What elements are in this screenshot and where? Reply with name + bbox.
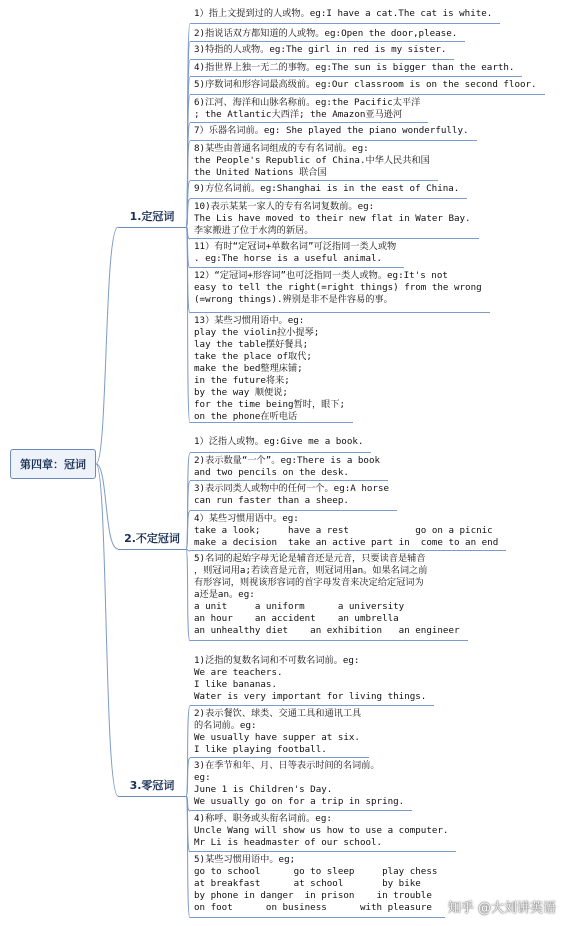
item-text-line: for the time being暂时，眼下;: [194, 399, 346, 410]
item-text-line: in the future将来;: [194, 375, 290, 386]
item-text-line: (=wrong things).辨别是非不是件容易的事。: [194, 294, 393, 305]
branch-label: 1.定冠词: [129, 210, 175, 223]
item-text-line: go to school go to sleep play chess: [194, 866, 438, 877]
branch-2-item-4[interactable]: [190, 511, 506, 551]
item-text-line: ，则冠词用a;若读音是元音，则冠词用an。如果名词之前: [194, 565, 428, 576]
item-text-line: 6)江河、海洋和山脉名称前。eg:the Pacific太平洋: [194, 97, 421, 108]
item-text-line: can run faster than a sheep.: [194, 495, 349, 506]
item-text-line: 13）某些习惯用语中。eg:: [194, 315, 305, 326]
item-text-line: We are teachers.: [194, 667, 283, 678]
item-text-line: 的名词前。eg:: [194, 720, 257, 731]
item-text-line: 5)名词的起始字母无论是辅音还是元音，只要读音是辅音: [194, 553, 426, 564]
item-text-line: by the way 顺便说;: [194, 387, 288, 398]
item-text-line: 8)某些由普通名词组成的专有名词前。eg:: [194, 143, 369, 154]
branch-2-item-3[interactable]: [190, 481, 397, 511]
branch-1-item-12[interactable]: [190, 268, 490, 313]
item-text-line: 1)泛指的复数名词和不可数名词前。eg:: [194, 655, 360, 666]
item-text-line: 2)表示数量“一个”。eg:There is a book: [194, 455, 381, 466]
item-text-line: the United Nations 联合国: [194, 167, 327, 178]
item-text-line: the People's Republic of China.中华人民共和国: [194, 155, 430, 166]
branch-3-item-3[interactable]: [190, 758, 412, 811]
item-text-line: We usually have supper at six.: [194, 732, 360, 743]
item-text-line: 5)序数词和形容词最高级前。eg:Our classroom is on the second floor.: [194, 79, 537, 90]
branch-2-item-5[interactable]: [190, 551, 468, 641]
item-text-line: on the phone在听电话: [194, 411, 298, 422]
branch-1-item-7[interactable]: [190, 123, 477, 141]
item-text-line: I like bananas.: [194, 679, 277, 690]
branch-1-item-3[interactable]: [190, 42, 454, 60]
branch-3-item-5[interactable]: [190, 852, 445, 918]
branch-1-item-8[interactable]: [190, 141, 438, 181]
item-text-line: 李家搬进了位于水湾的新居。: [194, 225, 314, 236]
branch-3-item-2[interactable]: [190, 706, 369, 758]
branch-1-item-6[interactable]: [190, 95, 428, 123]
item-text-line: 2)表示餐饮、球类、交通工具和通讯工具: [194, 708, 362, 719]
item-text-line: at breakfast at school by bike: [194, 878, 421, 889]
item-text-line: eg:: [194, 772, 211, 783]
item-text-line: Water is very important for living things.: [194, 691, 427, 702]
item-text-line: I like playing football.: [194, 744, 327, 755]
item-text-line: 3)特指的人或物。eg:The girl in red is my sister.: [194, 44, 447, 55]
item-text-line: lay the table摆好餐具;: [194, 339, 309, 350]
item-text-line: by phone in danger in prison in trouble: [194, 890, 432, 901]
item-text-line: easy to tell the right(=right things) from the wrong: [194, 282, 482, 293]
item-text-line: make a decision take an active part in come to an end: [194, 537, 499, 548]
branch-1[interactable]: [118, 205, 186, 228]
item-text-line: take a look; have a rest go on a picnic: [194, 525, 493, 536]
branch-1-item-9[interactable]: [190, 181, 467, 199]
root-topic[interactable]: [10, 449, 96, 479]
branch-1-item-2[interactable]: [190, 26, 465, 42]
item-text-line: 2)指说话双方都知道的人或物。eg:Open the door,please.: [194, 28, 458, 39]
branch-2[interactable]: [118, 527, 186, 550]
branch-3[interactable]: [118, 774, 186, 797]
item-text-line: 11）有时“定冠词+单数名词”可泛指同一类人或物: [194, 241, 397, 252]
item-text-line: a还是an。eg:: [194, 589, 255, 600]
item-text-line: an hour an accident an umbrella: [194, 613, 399, 624]
item-text-line: a unit a uniform a university: [194, 601, 405, 612]
branch-2-item-2[interactable]: [190, 453, 388, 481]
branch-label: 2.不定冠词: [124, 532, 180, 545]
item-text-line: 10)表示某某一家人的专有名词复数前。eg:: [194, 201, 375, 212]
root-topic-label: 第四章：冠词: [20, 458, 86, 471]
item-text-line: 9)方位名词前。eg:Shanghai is in the east of China.: [194, 183, 460, 194]
watermark: 知乎 @大刘讲英语: [447, 901, 556, 916]
item-text-line: 7）乐器名词前。eg: She played the piano wonderfully.: [194, 125, 469, 136]
item-text-line: ; the Atlantic大西洋; the Amazon亚马逊河: [194, 109, 403, 120]
branch-1-item-13[interactable]: [190, 313, 353, 423]
item-text-line: 3)在季节和年、月、日等表示时间的名词前。: [194, 760, 380, 771]
item-text-line: We usually go on for a trip in spring.: [194, 796, 405, 807]
item-text-line: play the violin拉小提琴;: [194, 327, 320, 338]
item-text-line: 4)称呼、职务或头衔名词前。eg:: [194, 813, 332, 824]
item-text-line: 4）某些习惯用语中。eg:: [194, 513, 299, 524]
item-text-line: 3)表示同类人或物中的任何一个。eg:A horse: [194, 483, 390, 494]
item-text-line: Mr Li is headmaster of our school.: [194, 837, 383, 848]
branch-1-item-5[interactable]: [190, 77, 545, 95]
branch-1-item-1[interactable]: [190, 6, 500, 24]
branch-3-item-4[interactable]: [190, 811, 456, 852]
branch-1-item-10[interactable]: [190, 199, 479, 239]
item-text-line: 4)指世界上独一无二的事物。eg:The sun is bigger than the earth.: [194, 62, 515, 73]
branch-3-item-1[interactable]: [190, 653, 434, 706]
item-text-line: 有形容词，则视该形容词的首字母发音来决定给定冠词为: [194, 577, 424, 588]
item-text-line: 5)某些习惯用语中。eg;: [194, 854, 296, 865]
item-text-line: on foot on business with pleasure: [194, 902, 432, 913]
item-text-line: 12）“定冠词+形容词”也可泛指同一类人或物。eg:It's not: [194, 270, 448, 281]
item-text-line: The Lis have moved to their new flat in Water Bay.: [194, 213, 471, 224]
item-text-line: and two pencils on the desk.: [194, 467, 349, 478]
item-text-line: . eg:The horse is a useful animal.: [194, 253, 383, 264]
item-text-line: 1）指上文提到过的人或物。eg:I have a cat.The cat is white.: [194, 8, 493, 19]
branch-2-item-1[interactable]: [190, 434, 371, 453]
branch-1-item-4[interactable]: [190, 60, 522, 77]
item-text-line: take the place of取代;: [194, 351, 312, 362]
branch-1-item-11[interactable]: [190, 239, 404, 268]
item-text-line: 1）泛指人或物。eg:Give me a book.: [194, 436, 364, 447]
branch-label: 3.零冠词: [129, 779, 175, 792]
item-text-line: make the bed整理床铺;: [194, 363, 303, 374]
connector-line: [96, 227, 118, 464]
item-text-line: June 1 is Children's Day.: [194, 784, 333, 795]
item-text-line: Uncle Wang will show us how to use a computer.: [194, 825, 449, 836]
item-text-line: an unhealthy diet an exhibition an engineer: [194, 625, 460, 636]
